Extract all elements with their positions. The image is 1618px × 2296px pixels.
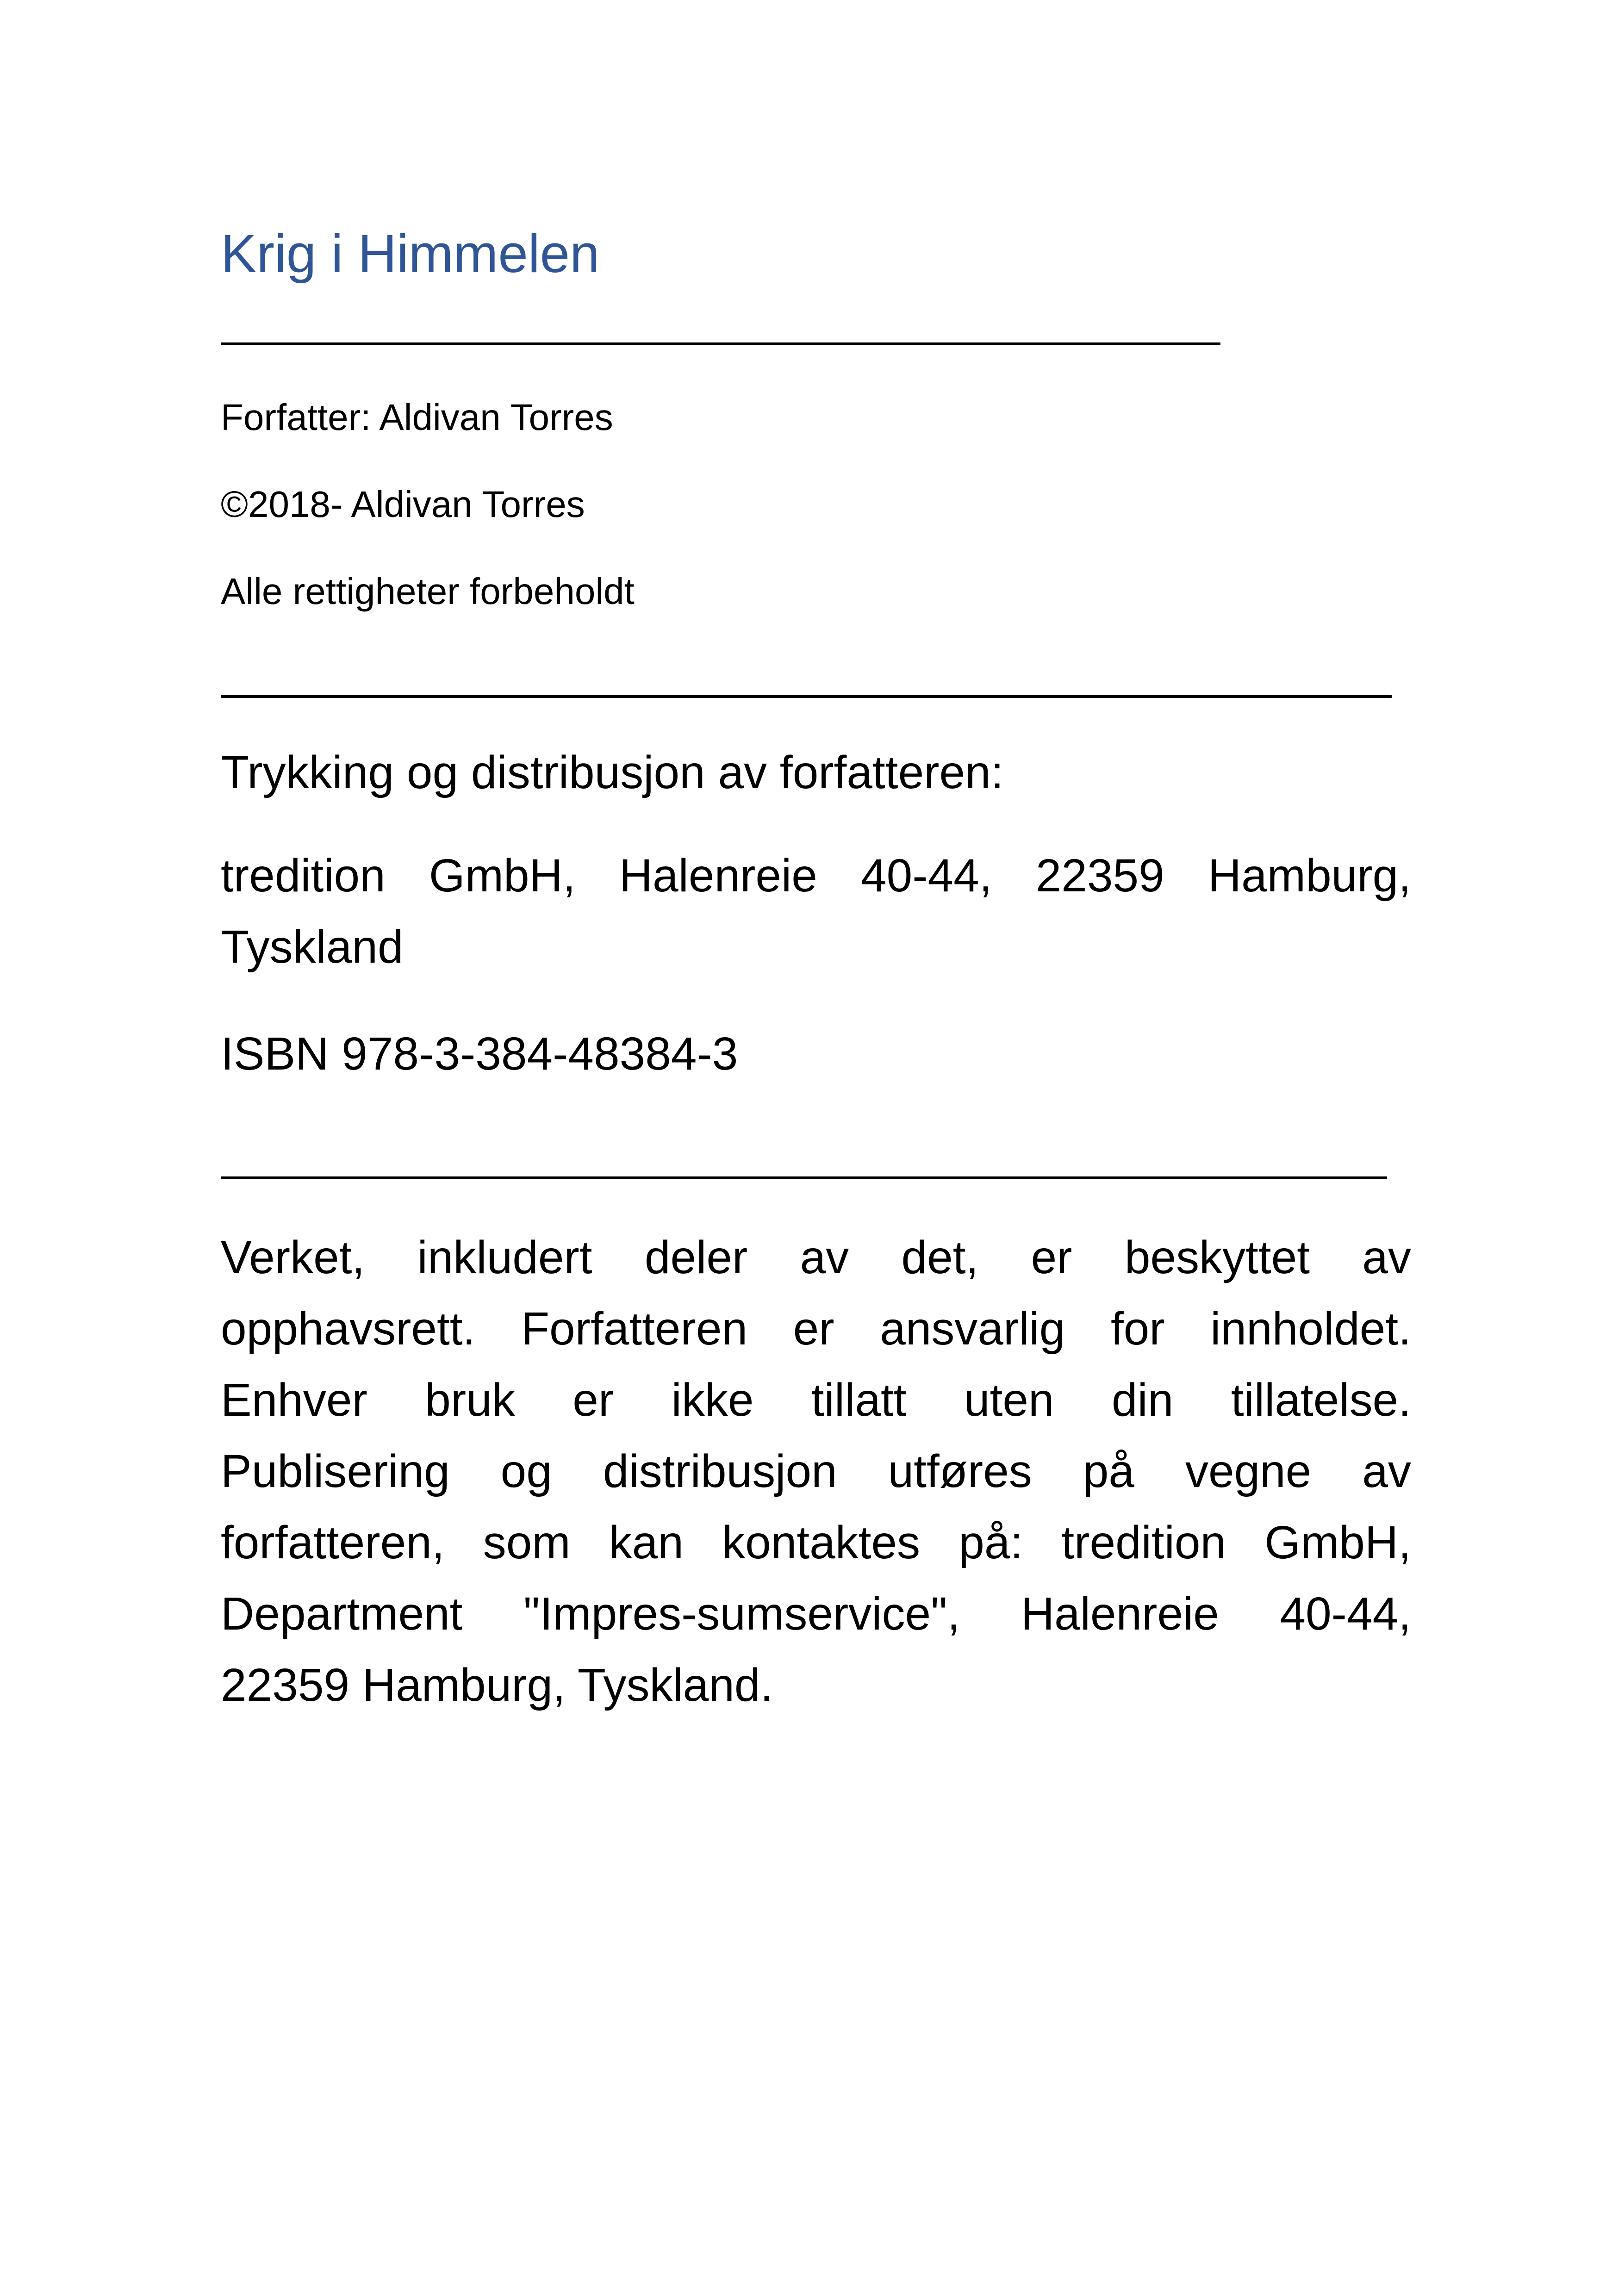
rights-line: Alle rettigheter forbeholdt [221, 571, 635, 612]
legal-line: opphavsrett. Forfatteren er ansvarlig for innholdet. [221, 1303, 1411, 1355]
legal-line: Department "Impres-sumservice", Halenreie 40-44, [221, 1588, 1411, 1640]
isbn-line: ISBN 978-3-384-48384-3 [221, 1028, 738, 1080]
legal-line: forfatteren, som kan kontaktes på: tredition GmbH, [221, 1517, 1411, 1568]
legal-line: Enhver bruk er ikke tillatt uten din tillatelse. [221, 1374, 1411, 1426]
divider-rule [221, 695, 1392, 698]
divider-rule [221, 342, 1220, 345]
copyright-line: ©2018- Aldivan Torres [221, 484, 585, 525]
publisher-address [221, 840, 1411, 983]
address-line: Tyskland [221, 921, 404, 973]
legal-line: Verket, inkludert deler av det, er beskyttet av [221, 1232, 1411, 1283]
divider-rule [221, 1176, 1387, 1179]
printing-heading: Trykking og distribusjon av forfatteren: [221, 747, 1004, 798]
book-title: Krig i Himmelen [221, 224, 600, 284]
legal-notice [221, 1222, 1411, 1721]
address-line: tredition GmbH, Halenreie 40-44, 22359 Hamburg, [221, 850, 1411, 902]
legal-line: 22359 Hamburg, Tyskland. [221, 1659, 773, 1711]
legal-line: Publisering og distribusjon utføres på vegne av [221, 1445, 1411, 1497]
author-line: Forfatter: Aldivan Torres [221, 397, 613, 438]
